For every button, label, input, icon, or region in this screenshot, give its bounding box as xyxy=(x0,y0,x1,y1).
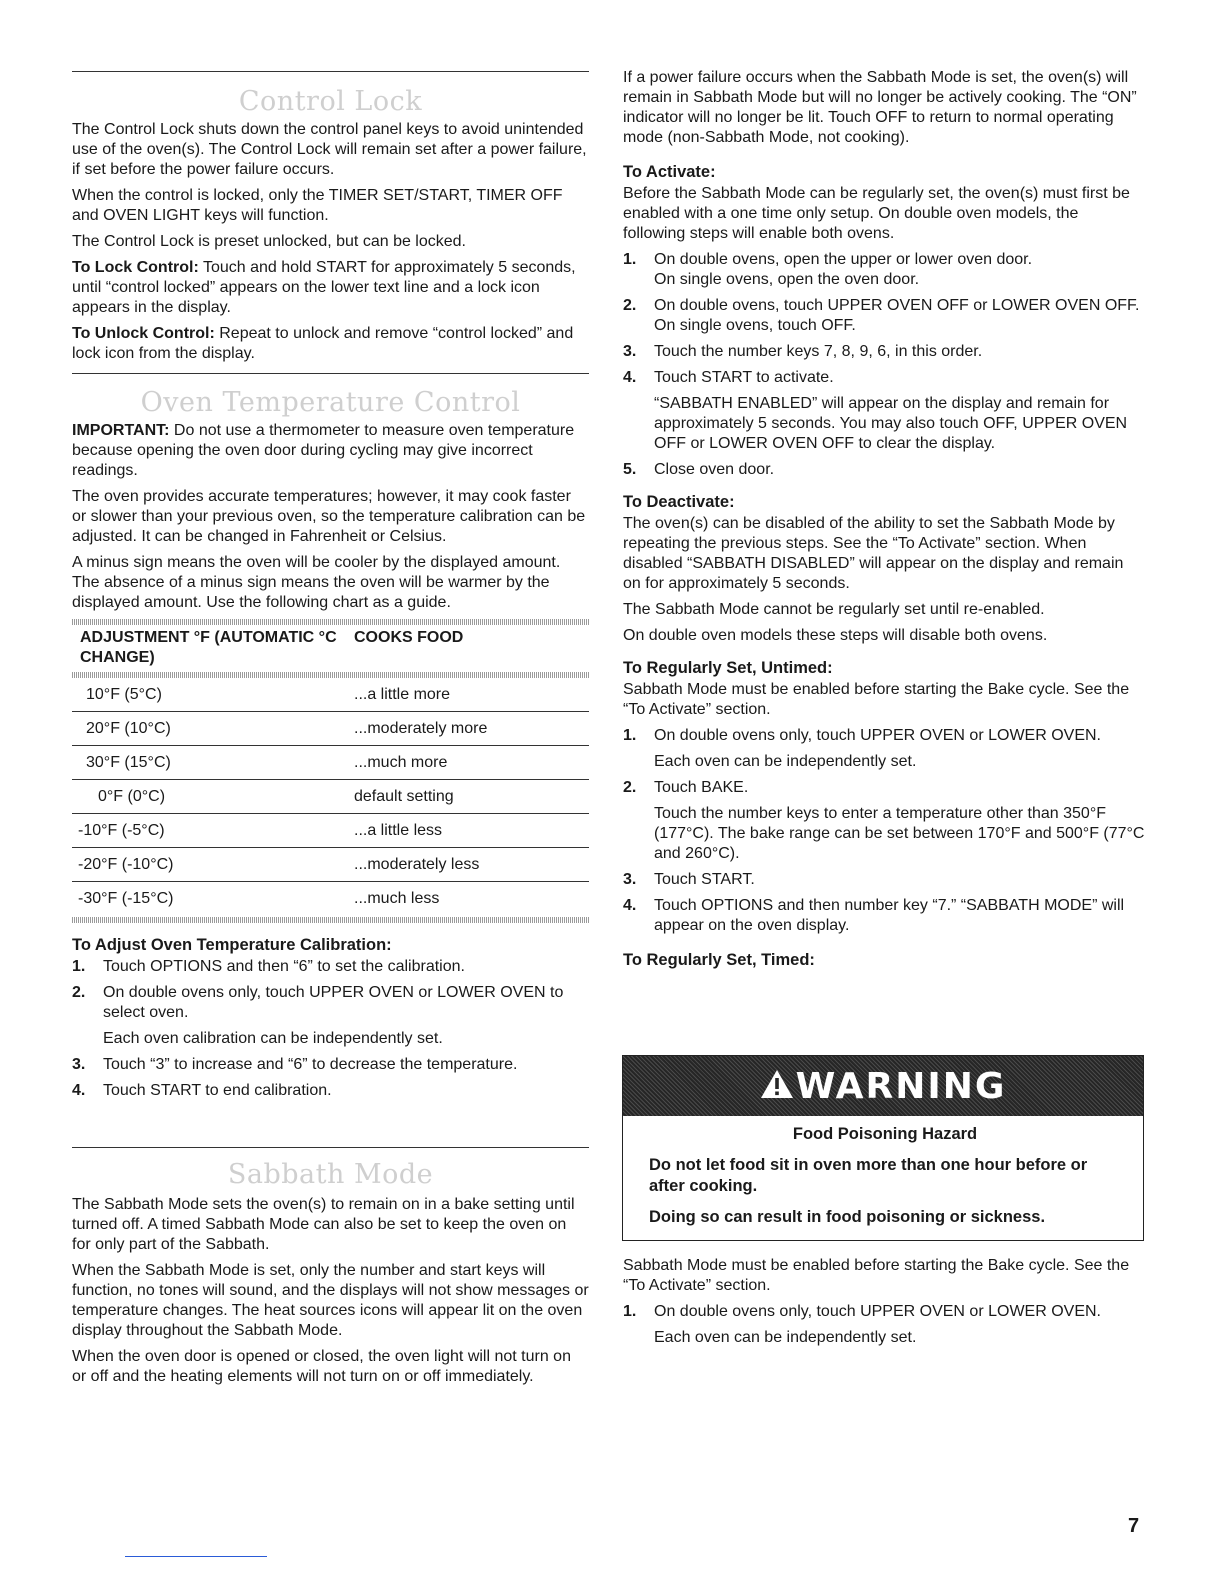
step-number: 2. xyxy=(72,984,86,1001)
step-number: 1. xyxy=(623,251,637,268)
table-row xyxy=(72,814,589,848)
section-divider xyxy=(72,373,589,374)
sabbath-mode-heading: Sabbath Mode xyxy=(227,1159,434,1190)
paragraph: When the Sabbath Mode is set, only the number and start keys will function, no tones will sound, and the displays will not show messages or temperature changes. The heat sources icons will appear lit on the oven display throughout the Sabbath Mode. xyxy=(72,1262,589,1339)
step-continuation: On single ovens, touch OFF. xyxy=(654,317,856,334)
step-continuation: “SABBATH ENABLED” will appear on the display and remain for approximately 5 seconds. You may also touch OFF, UPPER OVEN OFF or LOWER OVEN OFF to clear the display. xyxy=(654,395,1128,452)
warning-box xyxy=(622,1055,1144,1241)
paragraph: Sabbath Mode must be enabled before starting the Bake cycle. See the “To Activate” section. xyxy=(623,681,1130,718)
list-item xyxy=(623,726,1145,772)
table-row xyxy=(72,848,589,882)
calibration-steps xyxy=(72,957,589,1101)
step-continuation: Each oven can be independently set. xyxy=(654,1329,917,1346)
table-row xyxy=(72,746,589,780)
list-item xyxy=(623,896,1145,936)
step-number: 2. xyxy=(623,297,637,314)
warning-triangle-icon xyxy=(760,1069,794,1104)
lock-control-text: Touch and hold START for approximately 5 seconds, until “control locked” appears on the lower text line and a lock icon appears in the display. xyxy=(72,259,576,316)
list-item xyxy=(623,250,1145,290)
timed-steps xyxy=(623,1302,1145,1348)
step-number: 1. xyxy=(623,727,637,744)
list-item xyxy=(72,1081,589,1101)
control-lock-section xyxy=(72,120,589,370)
section-divider xyxy=(72,71,589,72)
list-item xyxy=(623,296,1145,336)
important-text: Do not use a thermometer to measure oven temperature because opening the oven door during cycling may give incorrect readings. xyxy=(72,422,575,479)
table-header-row xyxy=(72,625,589,668)
list-item xyxy=(623,342,1145,362)
adjustment-cell: 10°F (5°C) xyxy=(72,678,354,712)
cooks-food-cell: ...much less xyxy=(354,889,440,907)
lock-control-label: To Lock Control: xyxy=(72,259,199,276)
table-row xyxy=(72,712,589,746)
unlock-control-text: Repeat to unlock and remove “control locked” and lock icon from the display. xyxy=(72,325,574,362)
paragraph: The Sabbath Mode sets the oven(s) to remain on in a bake setting until turned off. A timed Sabbath Mode can also be set to keep the oven on for only part of the Sabbath. xyxy=(72,1196,575,1253)
adjustment-cell: 20°F (10°C) xyxy=(72,712,354,746)
step-number: 1. xyxy=(72,958,86,975)
paragraph: The oven(s) can be disabled of the ability to set the Sabbath Mode by repeating the previous steps. See the “To Activate” section. When disabled “SABBATH DISABLED” will appear on the display and remain on for approximately 5 seconds. xyxy=(623,515,1124,592)
list-item xyxy=(72,983,589,1049)
adjustment-table xyxy=(72,625,589,915)
step-text: On double ovens only, touch UPPER OVEN or LOWER OVEN. xyxy=(654,727,1101,744)
warning-banner xyxy=(623,1056,1143,1116)
cooks-food-header: COOKS FOOD xyxy=(354,629,464,646)
activate-steps xyxy=(623,250,1145,480)
paragraph: On double oven models these steps will disable both ovens. xyxy=(623,627,1048,644)
step-text: Touch “3” to increase and “6” to decrease the temperature. xyxy=(103,1056,518,1073)
step-text: Touch OPTIONS and then “6” to set the calibration. xyxy=(103,958,465,975)
timed-section xyxy=(623,1256,1145,1354)
oven-temperature-section xyxy=(72,421,589,1107)
step-text: Touch START to end calibration. xyxy=(103,1082,332,1099)
paragraph: When the oven door is opened or closed, the oven light will not turn on or off and the heating elements will not turn on or off immediately. xyxy=(72,1348,571,1385)
list-item xyxy=(72,1055,589,1075)
step-text: Touch the number keys 7, 8, 9, 6, in this order. xyxy=(654,343,983,360)
table-row xyxy=(72,678,589,712)
adjustment-cell: -30°F (-15°C) xyxy=(78,889,174,907)
paragraph: A minus sign means the oven will be cooler by the displayed amount. The absence of a minus sign means the oven will be warmer by the displayed amount. Use the following chart as a guide. xyxy=(72,554,561,611)
list-item xyxy=(623,460,1145,480)
step-number: 3. xyxy=(72,1056,86,1073)
unlock-control-label: To Unlock Control: xyxy=(72,325,215,342)
untimed-title: To Regularly Set, Untimed: xyxy=(623,659,833,677)
page-number: 7 xyxy=(1128,1515,1140,1537)
paragraph: If a power failure occurs when the Sabbath Mode is set, the oven(s) will remain in Sabbath Mode but will no longer be actively cooking. The “ON” indicator will no longer be lit. Touch OFF to return to normal operating mode (non-Sabbath Mode, not cooking). xyxy=(623,69,1137,146)
step-number: 4. xyxy=(623,897,637,914)
warning-line: Doing so can result in food poisoning or sickness. xyxy=(649,1208,1046,1226)
timed-title: To Regularly Set, Timed: xyxy=(623,951,815,969)
step-number: 3. xyxy=(623,871,637,888)
warning-signal-word: WARNING xyxy=(795,1065,1007,1107)
adjustment-header: ADJUSTMENT °F (AUTOMATIC °C CHANGE) xyxy=(80,629,337,666)
step-text: Touch START to activate. xyxy=(654,369,834,386)
paragraph: The Control Lock shuts down the control panel keys to avoid unintended use of the oven(s). The Control Lock will remain set after a power failure, if set before the power failure occurs. xyxy=(72,121,587,178)
adjustment-cell: 30°F (15°C) xyxy=(72,746,354,780)
list-item xyxy=(72,957,589,977)
warning-body xyxy=(623,1116,1143,1228)
step-text: On double ovens only, touch UPPER OVEN or LOWER OVEN. xyxy=(654,1303,1101,1320)
deactivate-title: To Deactivate: xyxy=(623,493,735,511)
step-number: 3. xyxy=(623,343,637,360)
cooks-food-cell: ...a little more xyxy=(354,678,589,712)
untimed-steps xyxy=(623,726,1145,936)
step-number: 5. xyxy=(623,461,637,478)
cooks-food-cell: default setting xyxy=(354,780,589,814)
paragraph: The Sabbath Mode cannot be regularly set until re-enabled. xyxy=(623,601,1045,618)
important-paragraph xyxy=(72,421,589,481)
adjustment-cell: -10°F (-5°C) xyxy=(72,814,354,848)
cooks-food-cell: ...a little less xyxy=(354,814,589,848)
step-number: 4. xyxy=(623,369,637,386)
activate-title: To Activate: xyxy=(623,163,716,181)
paragraph: When the control is locked, only the TIMER SET/START, TIMER OFF and OVEN LIGHT keys will function. xyxy=(72,187,563,224)
step-text: On double ovens only, touch UPPER OVEN or LOWER OVEN to select oven. xyxy=(103,984,564,1021)
list-item xyxy=(623,870,1145,890)
step-text: On double ovens, open the upper or lower oven door. xyxy=(654,251,1033,268)
table-bottom-border xyxy=(72,917,589,923)
step-text: Touch START. xyxy=(654,871,755,888)
step-number: 4. xyxy=(72,1082,86,1099)
warning-line: Do not let food sit in oven more than one hour before or after cooking. xyxy=(649,1156,1088,1195)
table-row xyxy=(72,882,589,916)
step-number: 2. xyxy=(623,779,637,796)
sabbath-mode-continued xyxy=(623,68,1145,972)
step-continuation: On single ovens, open the oven door. xyxy=(654,271,920,288)
paragraph: The oven provides accurate temperatures; however, it may cook faster or slower than your previous oven, so the temperature calibration can be adjusted. It can be changed in Fahrenheit or Celsius. xyxy=(72,488,586,545)
sabbath-mode-section xyxy=(72,1195,589,1393)
cooks-food-cell: ...moderately less xyxy=(354,848,589,882)
list-item xyxy=(623,778,1145,864)
lock-control-paragraph xyxy=(72,258,589,318)
adjustment-cell: -20°F (-10°C) xyxy=(72,848,354,882)
table-row xyxy=(72,780,589,814)
important-label: IMPORTANT: xyxy=(72,422,170,439)
step-text: On double ovens, touch UPPER OVEN OFF or LOWER OVEN OFF. xyxy=(654,297,1140,314)
footer-line xyxy=(125,1556,267,1557)
paragraph: Sabbath Mode must be enabled before starting the Bake cycle. See the “To Activate” section. xyxy=(623,1257,1130,1294)
paragraph: Before the Sabbath Mode can be regularly set, the oven(s) must first be enabled with a one time only setup. On double oven models, the following steps will enable both ovens. xyxy=(623,185,1130,242)
step-text: Close oven door. xyxy=(654,461,775,478)
oven-temperature-heading: Oven Temperature Control xyxy=(140,387,521,418)
list-item xyxy=(623,1302,1145,1348)
control-lock-heading: Control Lock xyxy=(238,86,423,117)
section-divider xyxy=(72,1147,589,1148)
calibration-title: To Adjust Oven Temperature Calibration: xyxy=(72,936,392,954)
step-number: 1. xyxy=(623,1303,637,1320)
step-continuation: Each oven calibration can be independently set. xyxy=(103,1030,443,1047)
step-continuation: Touch the number keys to enter a temperature other than 350°F (177°C). The bake range can be set between 170°F and 500°F (77°C and 260°C). xyxy=(654,805,1145,862)
paragraph: The Control Lock is preset unlocked, but can be locked. xyxy=(72,233,466,250)
warning-hazard-title: Food Poisoning Hazard xyxy=(792,1125,978,1143)
cooks-food-cell: ...much more xyxy=(354,746,589,780)
adjustment-cell: 0°F (0°C) xyxy=(72,780,354,814)
step-text: Touch BAKE. xyxy=(654,779,749,796)
unlock-control-paragraph xyxy=(72,324,589,364)
cooks-food-cell: ...moderately more xyxy=(354,712,589,746)
step-continuation: Each oven can be independently set. xyxy=(654,753,917,770)
step-text: Touch OPTIONS and then number key “7.” “SABBATH MODE” will appear on the oven display. xyxy=(654,897,1125,934)
list-item xyxy=(623,368,1145,454)
